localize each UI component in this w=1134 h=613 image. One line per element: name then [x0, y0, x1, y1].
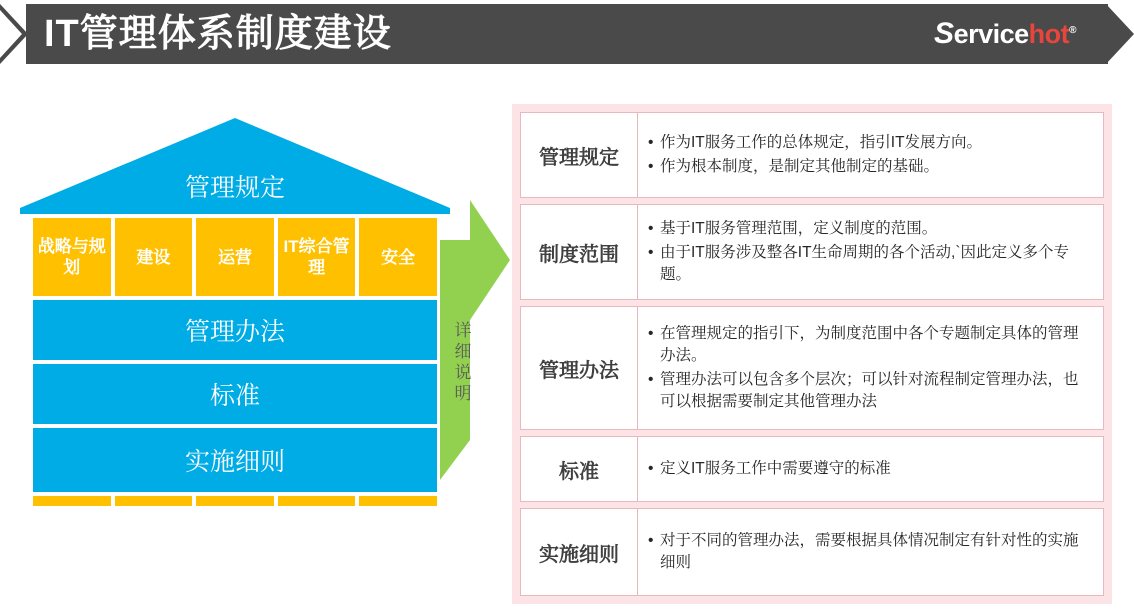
- bullet-item: • 对于不同的管理办法，需要根据具体情况制定有针对性的实施细则: [648, 530, 1091, 574]
- bullet-item: • 管理办法可以包含多个层次；可以针对流程制定管理办法，也可以根据需要制定其他管理办法: [648, 369, 1091, 413]
- bullet-item: • 作为根本制度，是制定其他制定的基础。: [648, 156, 1091, 178]
- roof-label: 管理规定: [184, 174, 285, 202]
- pillar-item: 建设: [115, 218, 193, 296]
- pillar-item: IT综合管理: [278, 218, 356, 296]
- flow-arrow: [440, 200, 510, 480]
- header-chevron-right-icon: [1106, 4, 1134, 64]
- bullet-item: • 由于IT服务涉及整各IT生命周期的各个活动,`因此定义多个专题。: [648, 242, 1091, 286]
- table-row: [520, 112, 1104, 198]
- row-description: [638, 436, 1104, 502]
- table-row: [520, 436, 1104, 502]
- row-label: 制度范围: [520, 204, 638, 300]
- row-label: 管理办法: [520, 306, 638, 430]
- row-label: 管理规定: [520, 112, 638, 198]
- bullet-item: • 在管理规定的指引下，为制度范围中各个专题制定具体的管理办法。: [648, 323, 1091, 367]
- servicehot-logo: [934, 17, 1076, 51]
- page-title: IT管理体系制度建设: [44, 13, 392, 55]
- house-foot-block: [359, 496, 437, 506]
- logo-word-a: ervice: [953, 19, 1029, 49]
- table-row: [520, 204, 1104, 300]
- arrow-right-icon: [440, 200, 510, 480]
- house-foot-block: [33, 496, 111, 506]
- bullet-item: • 作为IT服务工作的总体规定，指引IT发展方向。: [648, 132, 1091, 154]
- house-foot-block: [196, 496, 274, 506]
- row-description: [638, 204, 1104, 300]
- arrow-label: 详细说明: [454, 321, 472, 403]
- row-label: 标准: [520, 436, 638, 502]
- header-chevron-left-inner-icon: [0, 10, 22, 58]
- table-row: [520, 306, 1104, 430]
- house-band: 实施细则: [33, 428, 437, 492]
- pillar-item: 战略与规划: [33, 218, 111, 296]
- pillar-item: 安全: [359, 218, 437, 296]
- table-row: [520, 508, 1104, 596]
- pillar-item: 运营: [196, 218, 274, 296]
- house-foot-block: [115, 496, 193, 506]
- row-description: [638, 306, 1104, 430]
- logo-word-b: hot: [1028, 19, 1070, 49]
- row-description: [638, 112, 1104, 198]
- bullet-item: • 基于IT服务管理范围，定义制度的范围。: [648, 218, 1091, 240]
- description-table: [512, 104, 1112, 604]
- bullet-item: • 定义IT服务工作中需要遵守的标准: [648, 458, 1091, 480]
- row-description: [638, 508, 1104, 596]
- house-band: 管理办法: [33, 300, 437, 360]
- house-diagram: [20, 118, 450, 508]
- page-header: [0, 0, 1134, 68]
- house-foot-row: [33, 496, 437, 506]
- logo-s-mark: S: [934, 17, 954, 50]
- house-foot-block: [278, 496, 356, 506]
- row-label: 实施细则: [520, 508, 638, 596]
- logo-registered-icon: ®: [1069, 25, 1076, 36]
- pillar-row: [33, 218, 437, 296]
- house-band: 标准: [33, 364, 437, 424]
